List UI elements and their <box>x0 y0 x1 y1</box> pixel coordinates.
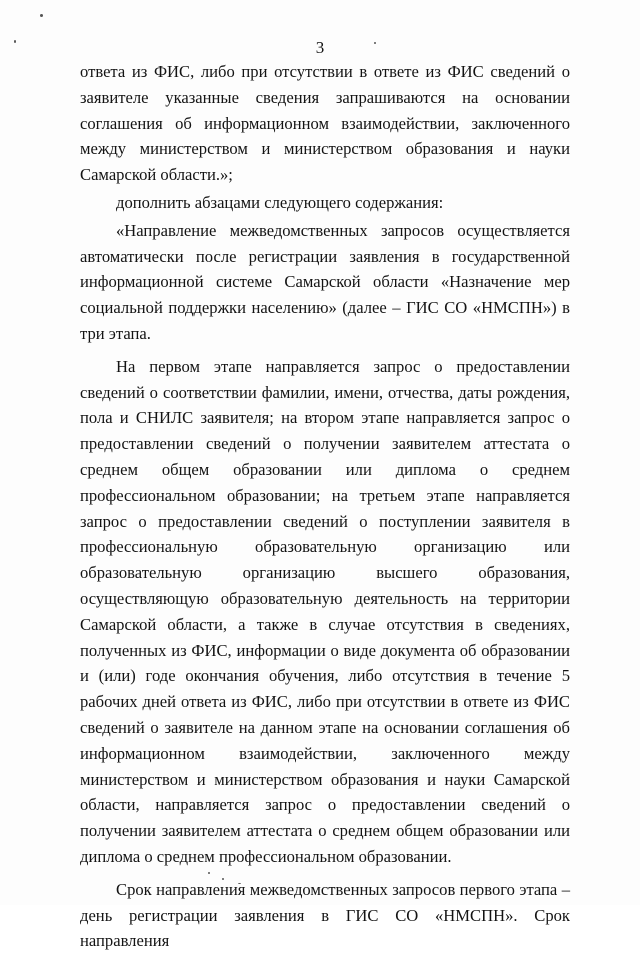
page-number: 3 <box>315 38 325 57</box>
paragraph: ответа из ФИС, либо при отсутствии в ответе из ФИС сведений о заявителе указанные сведения запрашиваются на основании соглашения об информационном взаимодействии, заключенного между министерством и министерством образования и науки Самарской области.»; <box>80 62 570 185</box>
paragraph: дополнить абзацами следующего содержания: <box>116 192 444 212</box>
document-body <box>80 59 570 954</box>
paragraph: «Направление межведомственных запросов осуществляется автоматически после регистрации заявления в государственной информационной системе Самарской области «Назначение мер социальной поддержки населению» (далее – ГИС СО «НМСПН») в три этапа. <box>80 220 570 343</box>
paragraph: На первом этапе направляется запрос о предоставлении сведений о соответствии фамилии, имени, отчества, даты рождения, пола и СНИЛС заявителя; на втором этапе направляется запрос о предоставлении сведений о получении заявителем аттестата о среднем общем образовании или диплома о среднем профессиональном образовании; на третьем этапе направляется запрос о предоставлении сведений о поступлении заявителя в профессиональную образовательную организацию или образовательную организацию высшего образования, осуществляющую образовательную деятельность на территории Самарской области, а также в случае отсутствия в сведениях, полученных из ФИС, информации о виде документа об образовании и (или) годе окончания обучения, либо отсутствия в течение 5 рабочих дней ответа из ФИС, либо при отсутствии в ответе из ФИС сведений о заявителе на данном этапе на основании соглашения об информационном взаимодействии, заключенного между министерством и министерством образования и науки Самарской области, направляется запрос о предоставлении сведений о получении заявителем аттестата о среднем общем образовании или диплома о среднем профессиональном образовании. <box>80 356 570 866</box>
paragraph: Срок направления межведомственных запросов первого этапа – день регистрации заявления в ГИС СО «НМСПН». Срок направления <box>80 879 570 951</box>
scan-speck <box>40 14 43 17</box>
